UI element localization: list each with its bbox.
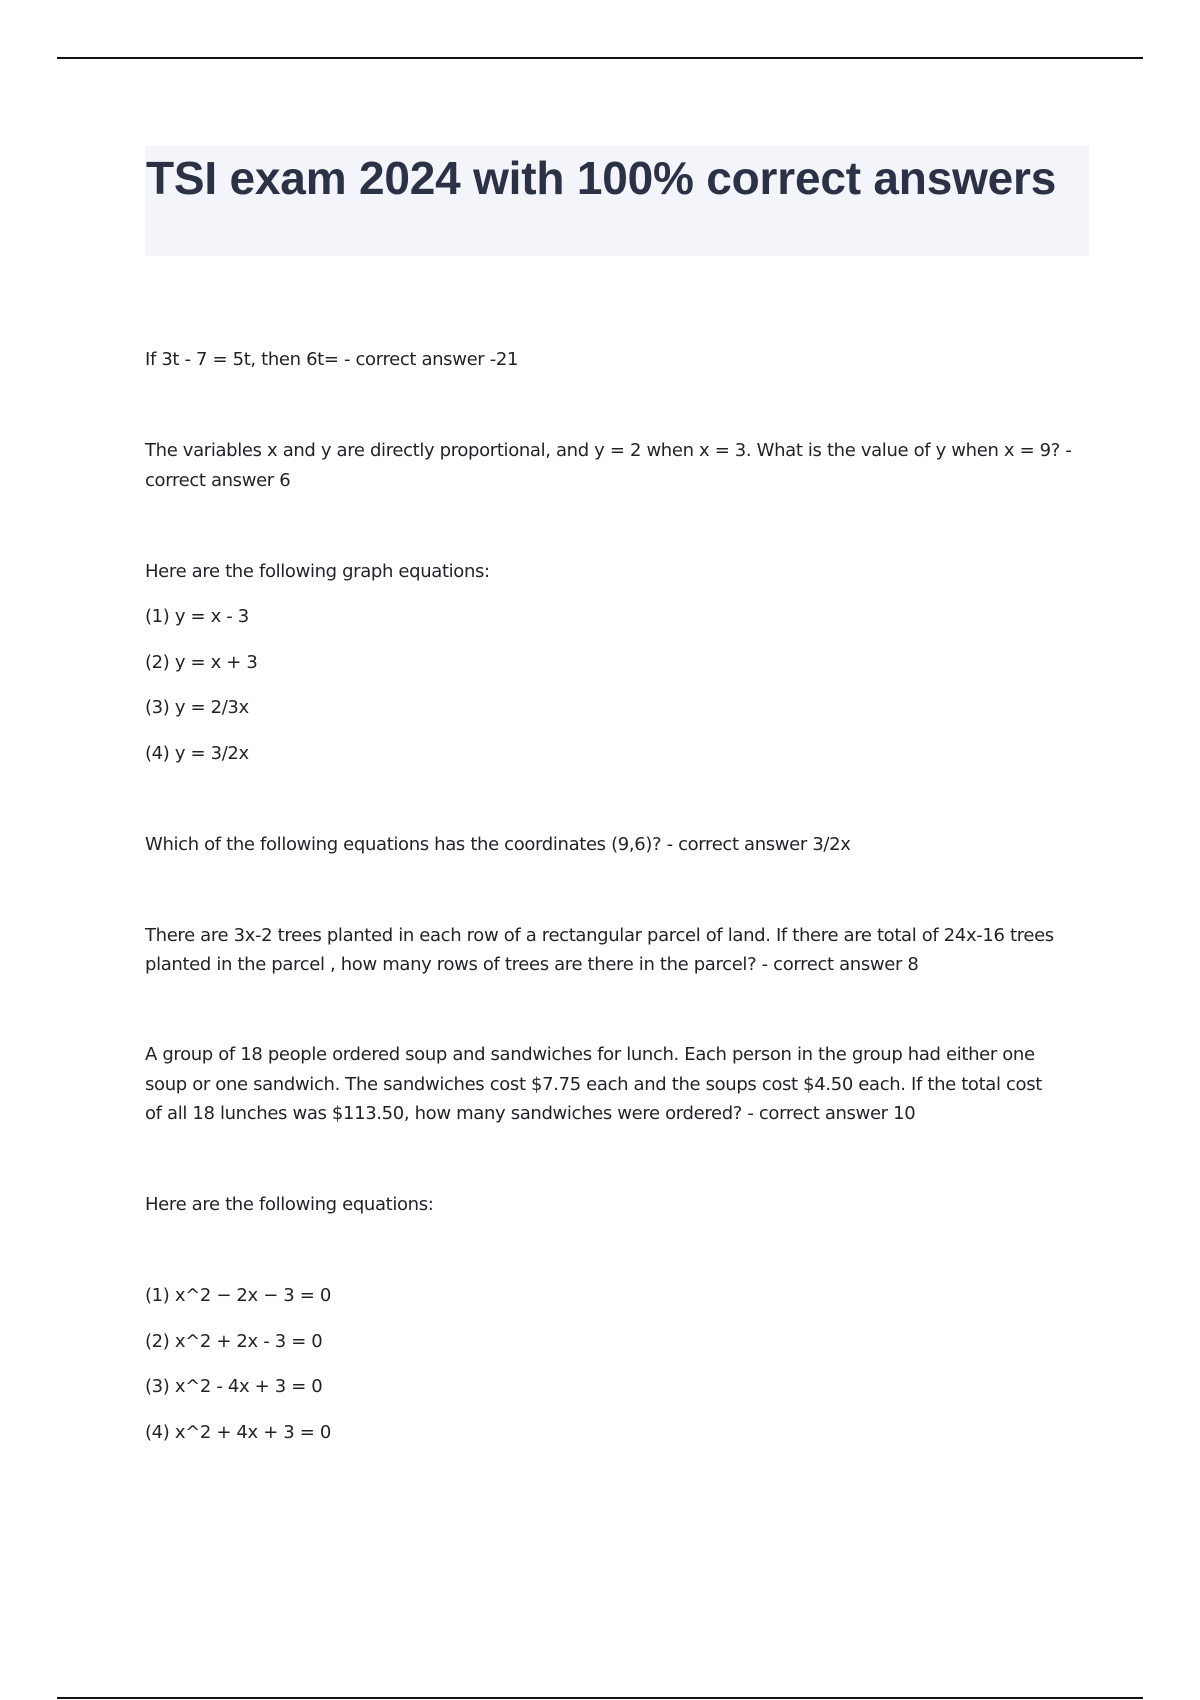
bottom-rule	[57, 1697, 1143, 1699]
quadratic-equation-1: (1) x^2 − 2x − 3 = 0	[145, 1285, 331, 1306]
equations-intro: Here are the following equations:	[145, 1194, 434, 1215]
graph-equations-intro: Here are the following graph equations:	[145, 561, 490, 582]
top-rule	[57, 57, 1143, 59]
question-4-line-2: planted in the parcel , how many rows of trees are there in the parcel? - correct answer 8	[145, 954, 919, 975]
question-5-line-2: soup or one sandwich. The sandwiches cost $7.75 each and the soups cost $4.50 each. If the total cost	[145, 1074, 1042, 1095]
graph-equation-1: (1) y = x - 3	[145, 606, 249, 627]
document-title: TSI exam 2024 with 100% correct answers	[146, 152, 1057, 204]
question-3: Which of the following equations has the coordinates (9,6)? - correct answer 3/2x	[145, 834, 851, 855]
question-4-line-1: There are 3x-2 trees planted in each row of a rectangular parcel of land. If there are total of 24x-16 trees	[145, 925, 1054, 946]
question-5-line-1: A group of 18 people ordered soup and sandwiches for lunch. Each person in the group had either one	[145, 1044, 1035, 1065]
quadratic-equation-4: (4) x^2 + 4x + 3 = 0	[145, 1422, 331, 1443]
question-1: If 3t - 7 = 5t, then 6t= - correct answer -21	[145, 349, 519, 370]
question-2-line-1: The variables x and y are directly proportional, and y = 2 when x = 3. What is the value of y when x = 9? -	[145, 440, 1072, 461]
quadratic-equation-3: (3) x^2 - 4x + 3 = 0	[145, 1376, 323, 1397]
title-block	[145, 146, 1089, 256]
question-2-line-2: correct answer 6	[145, 470, 291, 491]
graph-equation-2: (2) y = x + 3	[145, 652, 258, 673]
quadratic-equation-2: (2) x^2 + 2x - 3 = 0	[145, 1331, 323, 1352]
question-5-line-3: of all 18 lunches was $113.50, how many sandwiches were ordered? - correct answer 10	[145, 1103, 916, 1124]
graph-equation-3: (3) y = 2/3x	[145, 697, 249, 718]
graph-equation-4: (4) y = 3/2x	[145, 743, 249, 764]
